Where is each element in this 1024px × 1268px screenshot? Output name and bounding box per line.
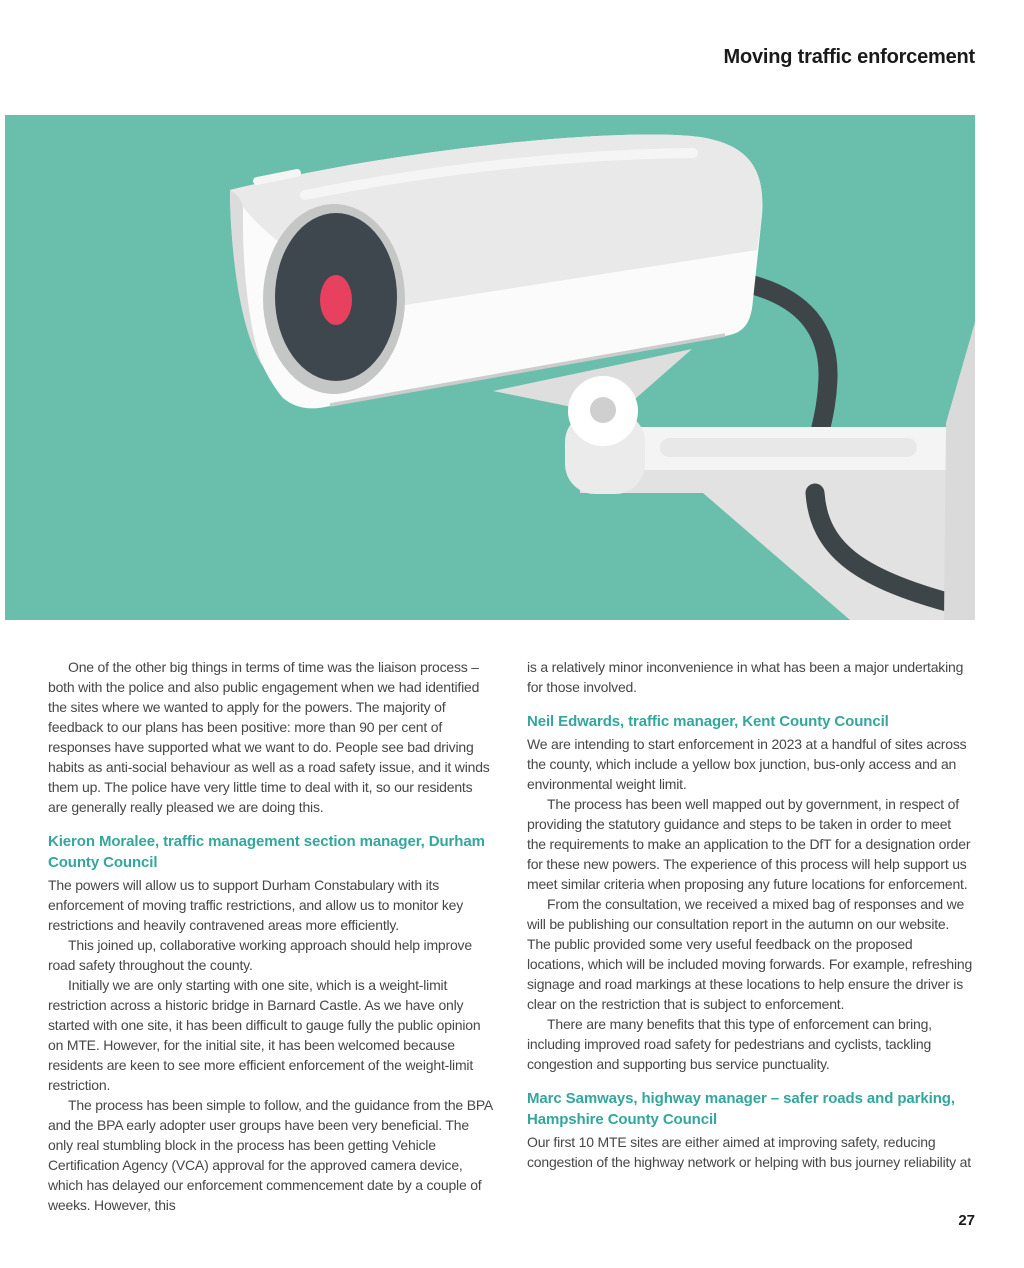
cctv-camera-illustration: [5, 115, 975, 620]
pivot-axle: [590, 397, 616, 423]
paragraph: One of the other big things in terms of time was the liaison process – both with the police and also public engagement when we had identified the sites where we wanted to apply for the powers. The majority of feedback to our plans has been positive: more than 90 per cent of responses have supported what we want to do. People see bad driving habits as anti-social behaviour as well as a road safety issue, and it winds them up. The police have very little time to deal with it, so our residents are generally really pleased we are doing this.: [48, 659, 490, 815]
right-column: [527, 657, 973, 1172]
paragraph: We are intending to start enforcement in 2023 at a handful of sites across the county, which include a yellow box junction, bus-only access and an environmental weight limit.: [527, 736, 967, 792]
paragraph: Initially we are only starting with one site, which is a weight-limit restriction across a historic bridge in Barnard Castle. As we have only started with one site, it has been difficult to gauge fully the public opinion on MTE. However, for the initial site, it has been welcomed because residents are keen to see more efficient enforcement of the weight-limit restriction.: [48, 977, 481, 1093]
mount-arm-groove: [660, 438, 917, 457]
section-heading-kieron-moralee: Kieron Moralee, traffic management section manager, Durham County Council: [48, 833, 485, 871]
page-number: 27: [958, 1212, 975, 1229]
lens-led: [320, 275, 352, 325]
paragraph: is a relatively minor inconvenience in what has been a major undertaking for those involved.: [527, 659, 964, 695]
paragraph: From the consultation, we received a mixed bag of responses and we will be publishing our consultation report in the autumn on our website. The public provided some very useful feedback on the proposed locations, which will be included moving forwards. For example, refreshing signage and road markings at these locations to help ensure the driver is clear on the restriction that is subject to enforcement.: [527, 896, 973, 1012]
paragraph: There are many benefits that this type of enforcement can bring, including improved road safety for pedestrians and cyclists, tackling congestion and supporting bus service punctuality.: [527, 1016, 932, 1072]
section-heading-neil-edwards: Neil Edwards, traffic manager, Kent County Council: [527, 713, 889, 730]
section-heading-marc-samways: Marc Samways, highway manager – safer roads and parking, Hampshire County Council: [527, 1090, 955, 1128]
paragraph: The process has been well mapped out by government, in respect of providing the statutory guidance and steps to be taken in order to meet the requirements to make an application to the DfT for a designation order for these new powers. The experience of this process will help support us meet similar criteria when proposing any future locations for enforcement.: [527, 796, 971, 892]
left-column: [48, 657, 494, 1215]
page-title: Moving traffic enforcement: [723, 46, 975, 68]
paragraph: The powers will allow us to support Durham Constabulary with its enforcement of moving traffic restrictions, and allow us to monitor key restrictions and heavily contravened areas more efficiently.: [48, 877, 464, 933]
paragraph: This joined up, collaborative working approach should help improve road safety throughout the county.: [48, 937, 472, 973]
paragraph: The process has been simple to follow, and the guidance from the BPA and the BPA early adopter user groups have been very beneficial. The only real stumbling block in the process has been getting Vehicle Certification Agency (VCA) approval for the approved camera device, which has delayed our enforcement commencement date by a couple of weeks. However, this: [48, 1097, 493, 1213]
paragraph: Our first 10 MTE sites are either aimed at improving safety, reducing congestion of the highway network or helping with bus journey reliability at: [527, 1134, 971, 1170]
